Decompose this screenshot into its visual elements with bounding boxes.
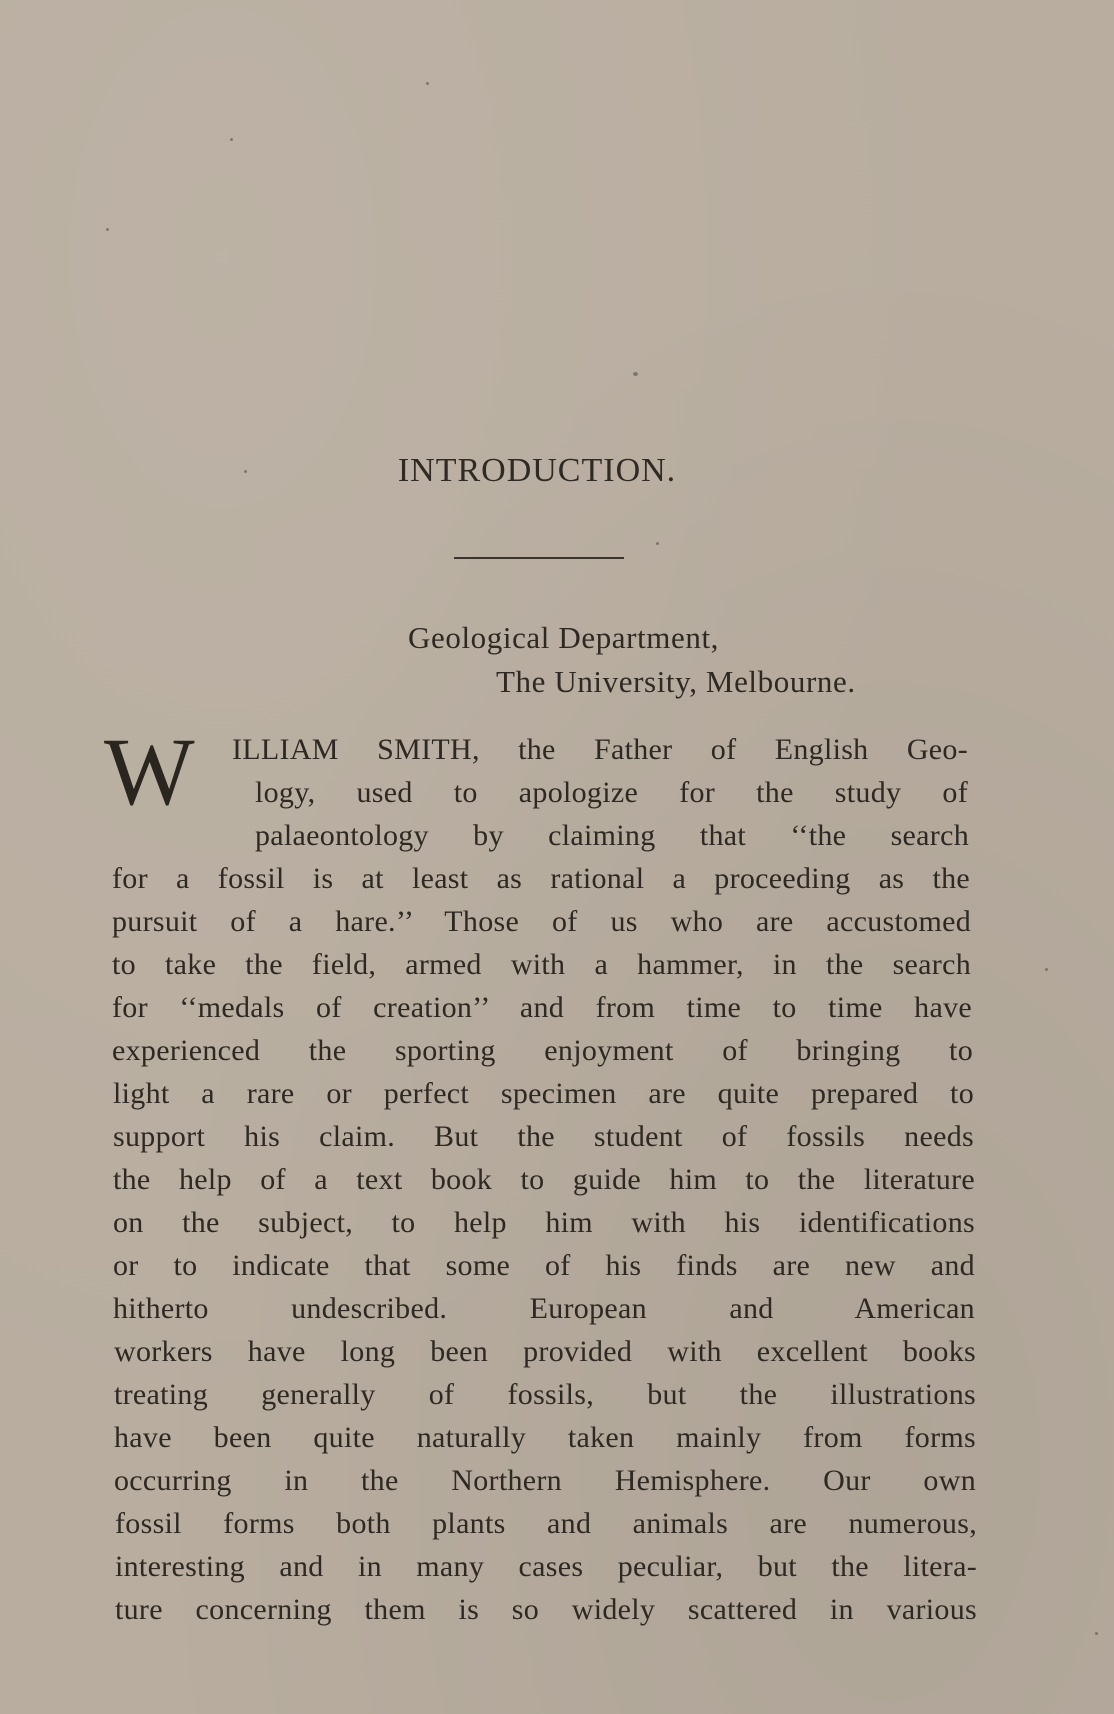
text-line: ture concerning them is so widely scattered in various bbox=[115, 1593, 977, 1626]
text-line: light a rare or perfect specimen are quite prepared to bbox=[113, 1077, 974, 1110]
text-line: support his claim. But the student of fossils needs bbox=[113, 1120, 974, 1153]
text-line: workers have long been provided with excellent books bbox=[114, 1335, 976, 1368]
text-line: hitherto undescribed. European and American bbox=[113, 1292, 975, 1325]
paper-speck bbox=[230, 138, 233, 141]
text-line: interesting and in many cases peculiar, but the litera- bbox=[115, 1550, 977, 1583]
text-line: pursuit of a hare.’’ Those of us who are accustomed bbox=[112, 905, 971, 938]
text-line: the help of a text book to guide him to the literature bbox=[113, 1163, 975, 1196]
text-line: experienced the sporting enjoyment of bringing to bbox=[112, 1034, 973, 1067]
text-line: fossil forms both plants and animals are numerous, bbox=[115, 1507, 977, 1540]
paper-speck bbox=[633, 372, 638, 376]
text-line: or to indicate that some of his finds are new and bbox=[113, 1249, 975, 1282]
page-title: INTRODUCTION. bbox=[397, 452, 677, 489]
paper-speck bbox=[1095, 1632, 1098, 1635]
text-line: palaeontology by claiming that ‘‘the search bbox=[255, 819, 969, 852]
text-line: treating generally of fossils, but the illustrations bbox=[114, 1378, 976, 1411]
paper-speck bbox=[426, 82, 429, 85]
text-line: on the subject, to help him with his identifications bbox=[113, 1206, 975, 1239]
address-line-1: Geological Department, bbox=[408, 620, 720, 655]
drop-cap: W bbox=[104, 718, 195, 825]
paper-speck bbox=[656, 542, 659, 545]
paper-speck bbox=[106, 228, 109, 231]
text-line: logy, used to apologize for the study of bbox=[255, 776, 968, 809]
address-line-2: The University, Melbourne. bbox=[496, 664, 856, 699]
text-line: for ‘‘medals of creation’’ and from time to time have bbox=[112, 991, 972, 1024]
title-rule-divider bbox=[454, 557, 624, 559]
text-line: to take the field, armed with a hammer, in the search bbox=[112, 948, 971, 981]
text-line: have been quite naturally taken mainly from forms bbox=[114, 1421, 976, 1454]
text-line: for a fossil is at least as rational a proceeding as the bbox=[112, 862, 970, 895]
text-line: ILLIAM SMITH, the Father of English Geo- bbox=[232, 733, 968, 766]
text-line: occurring in the Northern Hemisphere. Our own bbox=[114, 1464, 976, 1497]
paper-speck bbox=[244, 470, 247, 473]
paper-speck bbox=[1045, 968, 1048, 971]
